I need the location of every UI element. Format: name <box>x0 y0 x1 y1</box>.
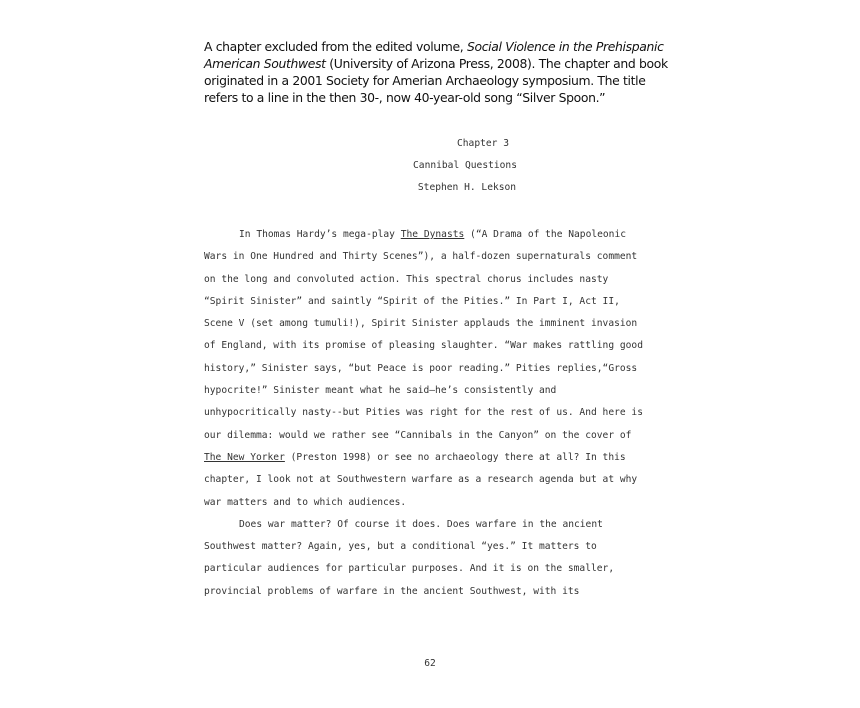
play-title: The Dynasts <box>400 229 465 240</box>
body-line: chapter, I look not at Southwestern warfare as a research agenda but at why <box>204 474 638 486</box>
body-line: particular audiences for particular purposes. And it is on the smaller, <box>204 563 615 575</box>
body-line <box>204 447 662 469</box>
body-line: unhypocritically nasty--but Pities was right for the rest of us. And here is <box>204 407 643 419</box>
body-line: Southwest matter? Again, yes, but a conditional “yes.” It matters to <box>204 541 597 553</box>
body-line: Wars in One Hundred and Thirty Scenes”), a half-dozen supernaturals comment <box>204 251 638 263</box>
note-text-end: (University of Arizona Press, 2008). The chapter and book originated in a 2001 Society for Amerian Archaeology symposium. The title refers to a line in the then 30-, now 40-year-old song “Silver Spoon.” <box>204 56 668 105</box>
chapter-number: Chapter 3 <box>457 138 509 149</box>
body-line: “Spirit Sinister” and saintly “Spirit of the Pities.” In Part I, Act II, <box>204 295 620 307</box>
body-line: hypocrite!” Sinister meant what he said—he’s consistently and <box>204 385 557 397</box>
body-text: In Thomas Hardy’s mega-play <box>239 229 401 240</box>
body-line: Does war matter? Of course it does. Does warfare in the ancient <box>239 518 603 530</box>
body-line: Scene V (set among tumuli!), Spirit Sinister applauds the imminent invasion <box>204 318 638 330</box>
book-title: Social Violence in the Prehispanic American Southwest <box>204 39 664 71</box>
page-number: 62 <box>424 658 436 669</box>
body-text: (“A Drama of the Napoleonic <box>464 229 627 240</box>
chapter-note <box>204 38 674 106</box>
body-line <box>204 224 662 246</box>
magazine-title: The New Yorker <box>204 451 285 463</box>
body-text: (Preston 1998) or see no archaeology there at all? In this <box>284 451 626 463</box>
body-line: history,” Sinister says, “but Peace is poor reading.” Pities replies,“Gross <box>204 362 638 374</box>
body-line: our dilemma: would we rather see “Cannibals in the Canyon” on the cover of <box>204 429 632 441</box>
chapter-author: Stephen H. Lekson <box>417 182 517 193</box>
chapter-title: Cannibal Questions <box>413 160 517 171</box>
body-line: on the long and convoluted action. This spectral chorus includes nasty <box>204 273 609 285</box>
body-line: war matters and to which audiences. <box>204 496 407 508</box>
note-paragraph <box>204 38 674 106</box>
chapter-body <box>204 224 662 603</box>
note-text-start: A chapter excluded from the edited volume, <box>204 39 467 54</box>
body-line: of England, with its promise of pleasing slaughter. “War makes rattling good <box>204 340 643 352</box>
body-line: provincial problems of warfare in the ancient Southwest, with its <box>204 585 580 597</box>
